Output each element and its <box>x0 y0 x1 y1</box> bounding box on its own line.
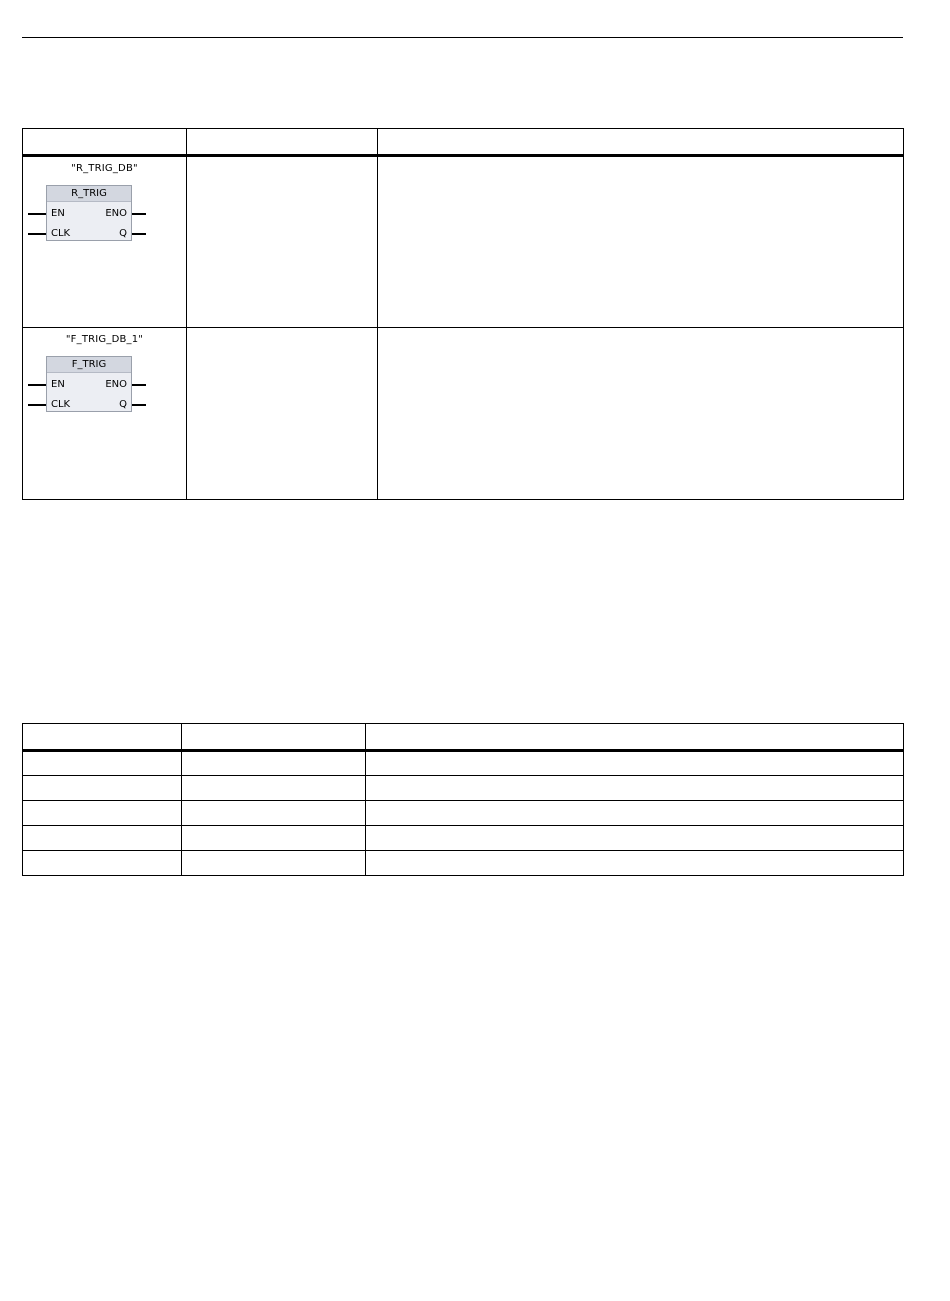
r-trig-pin-en: EN <box>51 208 65 219</box>
instruction-table-header-cell-2 <box>187 129 378 156</box>
table-row-r-trig <box>23 156 904 328</box>
r-trig-pin-q: Q <box>119 228 127 239</box>
r-trig-instance-name: "R_TRIG_DB" <box>71 163 138 174</box>
r-trig-block-type: R_TRIG <box>47 186 131 202</box>
r-trig-cell-3 <box>378 156 904 328</box>
r-trig-pin-eno: ENO <box>105 208 127 219</box>
table-cell <box>23 776 182 801</box>
instruction-table <box>22 128 904 500</box>
parameter-table-header-cell-2 <box>182 724 366 751</box>
r-trig-pin-clk: CLK <box>51 228 71 239</box>
table-row <box>23 801 904 826</box>
table-cell <box>23 751 182 776</box>
table-cell <box>366 776 904 801</box>
page-top-rule <box>22 37 903 38</box>
r-trig-eno-wire <box>132 213 146 215</box>
parameter-table-body <box>23 751 904 876</box>
parameter-table <box>22 723 904 876</box>
f-trig-block-type: F_TRIG <box>47 357 131 373</box>
table-cell <box>366 851 904 876</box>
f-trig-pin-en: EN <box>51 379 65 390</box>
instruction-table-header-cell-3 <box>378 129 904 156</box>
table-cell <box>23 826 182 851</box>
table-cell <box>182 801 366 826</box>
f-trig-pin-clk: CLK <box>51 399 71 410</box>
instruction-table-header-cell-1 <box>23 129 187 156</box>
parameter-table-header-row <box>23 724 904 751</box>
parameter-table-header-cell-1 <box>23 724 182 751</box>
f-trig-pin-eno: ENO <box>105 379 127 390</box>
f-trig-cell-2 <box>187 328 378 500</box>
table-cell <box>366 826 904 851</box>
f-trig-pin-q: Q <box>119 399 127 410</box>
f-trig-function-block <box>46 356 132 412</box>
table-cell <box>23 851 182 876</box>
table-cell <box>366 751 904 776</box>
f-trig-clk-wire <box>28 404 46 406</box>
f-trig-cell-3 <box>378 328 904 500</box>
r-trig-clk-wire <box>28 233 46 235</box>
r-trig-en-wire <box>28 213 46 215</box>
table-row <box>23 826 904 851</box>
table-cell <box>182 826 366 851</box>
f-trig-en-wire <box>28 384 46 386</box>
f-trig-instance-name: "F_TRIG_DB_1" <box>65 334 144 345</box>
table-cell <box>182 776 366 801</box>
f-trig-q-wire <box>132 404 146 406</box>
table-cell <box>23 801 182 826</box>
r-trig-function-block <box>46 185 132 241</box>
table-row <box>23 751 904 776</box>
table-cell <box>182 751 366 776</box>
parameter-table-header-cell-3 <box>366 724 904 751</box>
table-row <box>23 776 904 801</box>
f-trig-diagram-cell <box>23 328 187 500</box>
r-trig-q-wire <box>132 233 146 235</box>
table-cell <box>182 851 366 876</box>
table-row-f-trig <box>23 328 904 500</box>
table-row <box>23 851 904 876</box>
f-trig-eno-wire <box>132 384 146 386</box>
table-cell <box>366 801 904 826</box>
r-trig-diagram-cell <box>23 156 187 328</box>
instruction-table-header-row <box>23 129 904 156</box>
r-trig-cell-2 <box>187 156 378 328</box>
